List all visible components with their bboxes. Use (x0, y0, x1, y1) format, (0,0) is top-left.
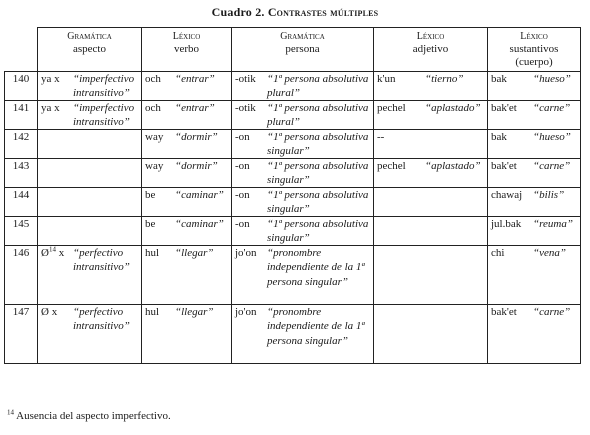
verb-gloss: “llegar” (175, 306, 214, 318)
table-row (5, 130, 581, 159)
noun-form: bak (491, 131, 507, 143)
person-cell (232, 130, 374, 159)
noun-cell (488, 72, 581, 101)
person-form: -otik (235, 73, 256, 85)
aspect-gloss: “perfectivo intransitivo” (73, 247, 130, 274)
contrasts-table (4, 27, 581, 364)
verb-cell (142, 72, 232, 101)
verb-gloss: “dormir” (175, 131, 218, 143)
person-cell (232, 72, 374, 101)
aspect-cell (38, 188, 142, 217)
row-number: 142 (5, 130, 38, 159)
verb-cell (142, 188, 232, 217)
aspect-form: $Ø^{14}$ x (41, 245, 65, 259)
adj-form: pechel (377, 102, 406, 114)
person-cell (232, 246, 374, 305)
table-row (5, 305, 581, 364)
noun-gloss: “reuma” (533, 218, 573, 230)
aspect-cell (38, 246, 142, 305)
noun-form: bak (491, 73, 507, 85)
row-number: 144 (5, 188, 38, 217)
verb-cell (142, 246, 232, 305)
person-form: -otik (235, 102, 256, 114)
person-gloss: “1ª persona absolutiva plural” (267, 102, 369, 129)
verb-gloss: “entrar” (175, 102, 215, 114)
verb-cell (142, 305, 232, 364)
person-cell (232, 188, 374, 217)
table-caption: Cuadro 2. Contrastes múltiples (211, 5, 379, 19)
aspect-cell (38, 101, 142, 130)
header-adjective: Léxico adjetivo (374, 28, 488, 72)
verb-form: be (145, 189, 156, 201)
person-cell (232, 217, 374, 246)
aspect-gloss: “perfectivo intransitivo” (73, 306, 130, 333)
footnote: $^{14}$ Ausencia del aspecto imperfectivo. (7, 408, 171, 422)
noun-cell (488, 188, 581, 217)
adjective-cell (374, 188, 488, 217)
verb-cell (142, 159, 232, 188)
person-gloss: “1ª persona absolutiva singular” (267, 131, 369, 158)
noun-cell (488, 159, 581, 188)
verb-gloss: “caminar” (175, 218, 224, 230)
noun-cell (488, 217, 581, 246)
noun-gloss: “hueso” (533, 73, 571, 85)
person-cell (232, 159, 374, 188)
table-row (5, 217, 581, 246)
verb-form: way (145, 160, 164, 172)
adjective-cell (374, 130, 488, 159)
aspect-form: ya x (41, 102, 60, 114)
header-person: Gramática persona (232, 28, 374, 72)
verb-gloss: “dormir” (175, 160, 218, 172)
noun-cell (488, 305, 581, 364)
adjective-cell (374, 305, 488, 364)
person-gloss: “pronombre independiente de la 1ª persona singular” (267, 247, 365, 288)
adj-form: k'un (377, 73, 396, 85)
table-row (5, 246, 581, 305)
person-form: jo'on (235, 247, 257, 259)
verb-cell (142, 101, 232, 130)
person-form: jo'on (235, 306, 257, 318)
verb-gloss: “caminar” (175, 189, 224, 201)
row-number: 140 (5, 72, 38, 101)
noun-form: jul.bak (491, 218, 522, 230)
table-row (5, 101, 581, 130)
noun-form: bak'et (491, 102, 517, 114)
aspect-cell (38, 217, 142, 246)
aspect-gloss: “imperfectivo intransitivo” (73, 102, 135, 129)
noun-gloss: “carne” (533, 306, 571, 318)
person-gloss: “pronombre independiente de la 1ª persona singular” (267, 306, 365, 347)
person-form: -on (235, 189, 250, 201)
noun-cell (488, 246, 581, 305)
verb-gloss: “entrar” (175, 73, 215, 85)
noun-cell (488, 130, 581, 159)
table-row (5, 159, 581, 188)
verb-cell (142, 130, 232, 159)
adj-gloss: “aplastado” (425, 102, 481, 114)
table-row (5, 188, 581, 217)
verb-form: och (145, 102, 161, 114)
verb-cell (142, 217, 232, 246)
adj-form: -- (377, 131, 385, 143)
adjective-cell (374, 101, 488, 130)
person-cell (232, 101, 374, 130)
adjective-cell (374, 217, 488, 246)
person-gloss: “1ª persona absolutiva singular” (267, 189, 369, 216)
row-number: 141 (5, 101, 38, 130)
noun-gloss: “bilis” (533, 189, 565, 201)
noun-cell (488, 101, 581, 130)
aspect-cell (38, 72, 142, 101)
noun-form: chi (491, 247, 505, 259)
person-gloss: “1ª persona absolutiva plural” (267, 73, 369, 100)
aspect-form: Ø x (41, 306, 58, 318)
row-number: 147 (5, 305, 38, 364)
person-gloss: “1ª persona absolutiva singular” (267, 218, 369, 245)
noun-form: chawaj (491, 189, 523, 201)
adj-gloss: “tierno” (425, 73, 464, 85)
verb-form: way (145, 131, 164, 143)
person-form: -on (235, 218, 250, 230)
aspect-cell (38, 305, 142, 364)
person-form: -on (235, 131, 250, 143)
adj-form: pechel (377, 160, 406, 172)
adj-gloss: “aplastado” (425, 160, 481, 172)
table-row (5, 72, 581, 101)
noun-gloss: “carne” (533, 102, 571, 114)
adjective-cell (374, 72, 488, 101)
header-blank (5, 28, 38, 72)
noun-gloss: “hueso” (533, 131, 571, 143)
header-row (5, 28, 581, 72)
adjective-cell (374, 246, 488, 305)
aspect-cell (38, 159, 142, 188)
verb-gloss: “llegar” (175, 247, 214, 259)
aspect-gloss: “imperfectivo intransitivo” (73, 73, 135, 100)
header-verb: Léxico verbo (142, 28, 232, 72)
aspect-cell (38, 130, 142, 159)
person-cell (232, 305, 374, 364)
row-number: 143 (5, 159, 38, 188)
noun-gloss: “vena” (533, 247, 566, 259)
header-nouns: Léxico sustantivos (cuerpo) (488, 28, 581, 72)
header-aspect: Gramática aspecto (38, 28, 142, 72)
adjective-cell (374, 159, 488, 188)
verb-form: hul (145, 306, 160, 318)
noun-gloss: “carne” (533, 160, 571, 172)
person-form: -on (235, 160, 250, 172)
row-number: 146 (5, 246, 38, 305)
aspect-form: ya x (41, 73, 60, 85)
verb-form: och (145, 73, 161, 85)
noun-form: bak'et (491, 306, 517, 318)
person-gloss: “1ª persona absolutiva singular” (267, 160, 369, 187)
row-number: 145 (5, 217, 38, 246)
noun-form: bak'et (491, 160, 517, 172)
verb-form: hul (145, 247, 160, 259)
verb-form: be (145, 218, 156, 230)
